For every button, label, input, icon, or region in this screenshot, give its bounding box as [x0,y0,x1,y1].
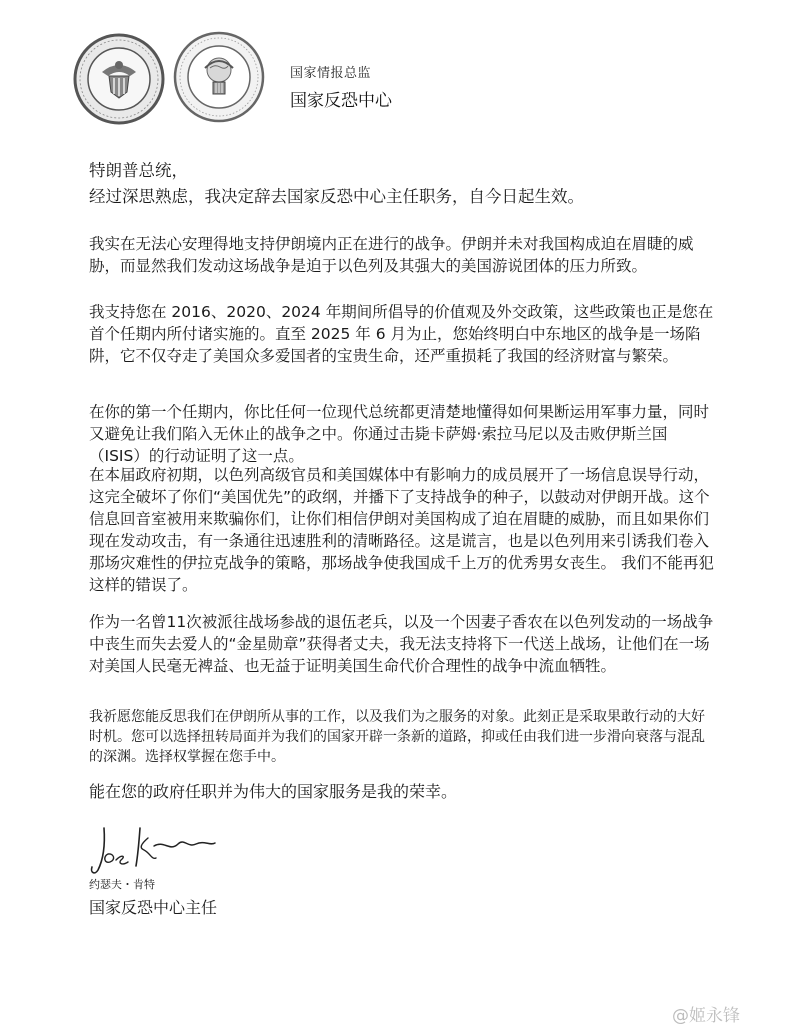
letter-paragraph: 作为一名曾11次被派往战场参战的退伍老兵，以及一个因妻子香农在以色列发动的一场战争中丧生而失去爱人的“金星勋章”获得者丈夫，我无法支持将下一代送上战场，让他们在一场对美国人民毫无裨益、也无益于证明美国生命代价合理性的战争中流血牺牲。 [89,613,714,675]
opening-line: 经过深思熟虑，我决定辞去国家反恐中心主任职务，自今日起生效。 [89,187,584,206]
letter-paragraph: 在你的第一个任期内，你比任何一位现代总统都更清楚地懂得如何果断运用军事力量，同时又避免让我们陷入无休止的战争之中。你通过击毙卡萨姆·索拉马尼以及击败伊斯兰国（ISIS）的行动证明了这一点。 [89,403,710,465]
letter-paragraph: 我祈愿您能反思我们在伊朗所从事的工作，以及我们为之服务的对象。此刻正是采取果敢行动的大好时机。您可以选择扭转局面并为我们的国家开辟一条新的道路，抑或任由我们进一步滑向衰落与混乱的深渊。选择权掌握在您手中。 [89,709,705,765]
letter-paragraph: 我实在无法心安理得地支持伊朗境内正在进行的战争。伊朗并未对我国构成迫在眉睫的威胁，而显然我们发动这场战争是迫于以色列及其强大的美国游说团体的压力所致。 [89,235,694,275]
signer-name: 约瑟夫・肯特 [89,878,155,891]
salutation: 特朗普总统， [89,161,188,180]
odni-seal-icon [72,32,166,126]
header-office: 国家情报总监 [290,66,372,81]
letter-paragraph: 在本届政府初期，以色列高级官员和美国媒体中有影响力的成员展开了一场信息误导行动，这完全破坏了你们“美国优先”的政纲，并播下了支持战争的种子，以鼓动对伊朗开战。这个信息回音室被用来欺骗你们，让你们相信伊朗对美国构成了迫在眉睫的威胁，而且如果你们现在发动攻击，有一条通往迅速胜利的清晰路径。这是谎言，也是以色列用来引诱我们卷入那场灾难性的伊拉克战争的策略，那场战争使我国成千上万的优秀男女丧生。 我们不能再犯这样的错误了。 [89,466,714,594]
header-center: 国家反恐中心 [290,91,392,111]
nctc-seal-icon [172,30,266,124]
weibo-watermark: @姬永锋 [672,1006,740,1026]
closing-line: 能在您的政府任职并为伟大的国家服务是我的荣幸。 [89,782,458,801]
signer-title: 国家反恐中心主任 [89,898,218,917]
handwritten-signature [88,820,218,882]
letter-paragraph: 我支持您在 2016、2020、2024 年期间所倡导的价值观及外交政策，这些政策也正是您在首个任期内所付诸实施的。直至 2025 年 6 月为止，您始终明白中东地区的战争是一场陷阱，它不仅夺走了美国众多爱国者的宝贵生命，还严重损耗了我国的经济财富与繁荣。 [89,303,714,365]
